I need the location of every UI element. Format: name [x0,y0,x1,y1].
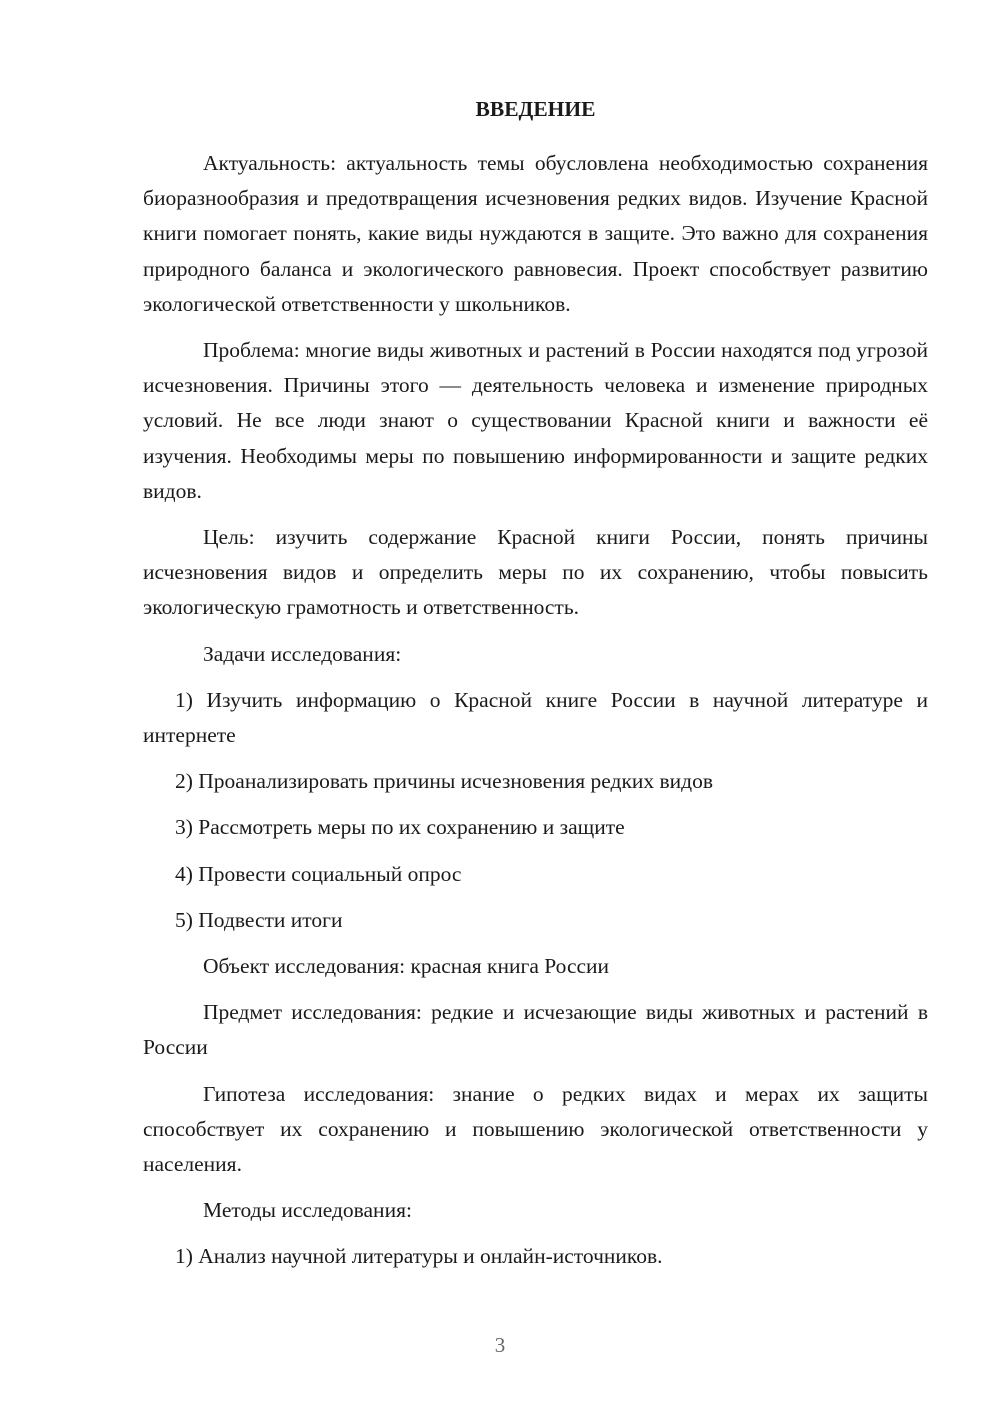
object-paragraph: Объект исследования: красная книга России [203,954,610,979]
task-item: 4) Провести социальный опрос [175,861,462,886]
section-heading: ВВЕДЕНИЕ [475,97,596,121]
tasks-heading: Задачи исследования: [203,641,402,666]
document-page [143,92,928,1286]
task-item: 1) Изучить информацию о Красной книге России в научной литературе и интернете [143,687,928,748]
hypothesis-paragraph: Гипотеза исследования: знание о редких видах и мерах их защиты способствует их сохранению и повышению экологической ответственности у населения. [143,1081,928,1177]
subject-paragraph: Предмет исследования: редкие и исчезающие виды животных и растений в России [143,1000,928,1060]
task-item: 5) Подвести итоги [175,907,343,932]
relevance-paragraph: Актуальность: актуальность темы обусловлена необходимостью сохранения биоразнообразия и предотвращения исчезновения редких видов. Изучение Красной книги помогает понять, какие виды нуждаются в защите. Это важно для сохранения природного баланса и экологического равновесия. Проект способствует развитию экологической ответственности у школьников. [143,151,928,316]
task-item: 3) Рассмотреть меры по их сохранению и защите [175,815,625,840]
task-item: 2) Проанализировать причины исчезновения редких видов [175,769,714,794]
method-item: 1) Анализ научной литературы и онлайн-источников. [175,1244,663,1269]
page-number: 3 [494,1333,506,1357]
problem-paragraph: Проблема: многие виды животных и растений в России находятся под угрозой исчезновения. Причины этого — деятельность человека и изменение природных условий. Не все люди знают о существовании Красной книги и важности её изучения. Необходимы меры по повышению информированности и защите редких видов. [143,338,928,503]
methods-heading: Методы исследования: [203,1198,412,1223]
goal-paragraph: Цель: изучить содержание Красной книги России, понять причины исчезновения видов и определить меры по их сохранению, чтобы повысить экологическую грамотность и ответственность. [143,525,928,620]
